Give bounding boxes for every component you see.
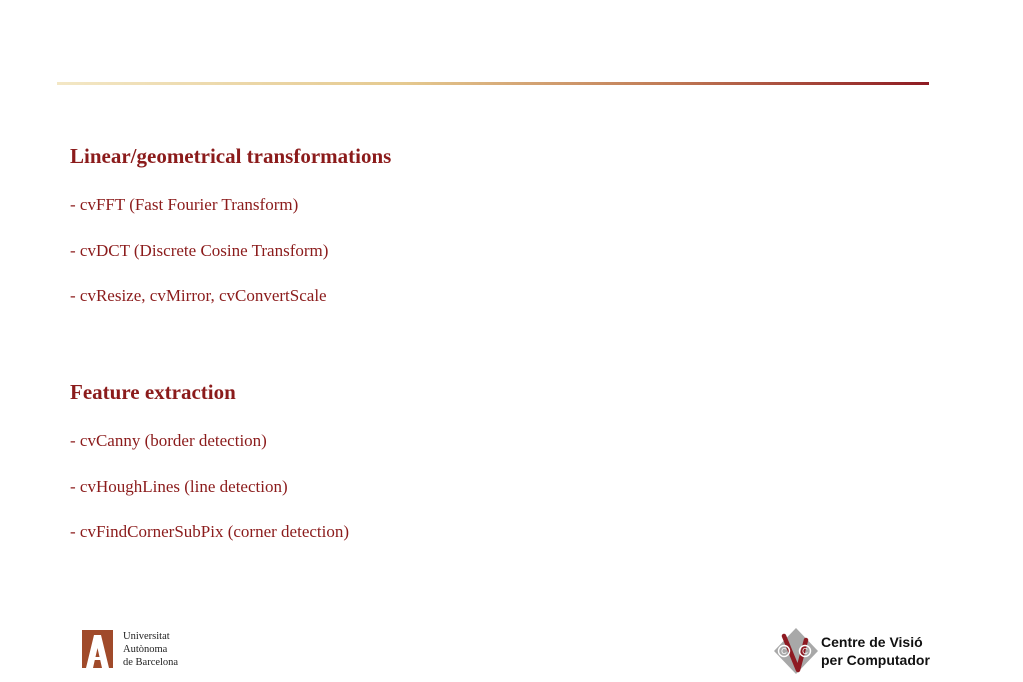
list-item: - cvResize, cvMirror, cvConvertScale (70, 286, 327, 305)
list-item: - cvFFT (Fast Fourier Transform) (70, 195, 299, 214)
uab-logo-line: de Barcelona (123, 657, 179, 668)
list-item: - cvFindCornerSubPix (corner detection) (70, 522, 350, 541)
cvc-logo-line: Centre de Visió (821, 634, 923, 650)
cvc-mark-letter: C (802, 647, 808, 656)
header-divider (57, 82, 929, 85)
section-heading-feature-extraction: Feature extraction (70, 380, 236, 404)
cvc-logo-text (821, 633, 930, 669)
uab-logo-text (123, 630, 213, 669)
uab-mark-icon (82, 630, 113, 668)
cvc-mark-letter: C (781, 647, 787, 656)
uab-logo-line: Universitat (123, 631, 170, 642)
list-item: - cvHoughLines (line detection) (70, 477, 288, 496)
section-heading-transformations: Linear/geometrical transformations (70, 144, 392, 168)
cvc-mark-icon (772, 626, 820, 676)
list-item: - cvCanny (border detection) (70, 431, 267, 450)
uab-logo-line: Autònoma (123, 644, 168, 655)
list-item: - cvDCT (Discrete Cosine Transform) (70, 241, 329, 260)
cvc-logo-line: per Computador (821, 652, 930, 668)
cvc-logo (772, 626, 952, 678)
